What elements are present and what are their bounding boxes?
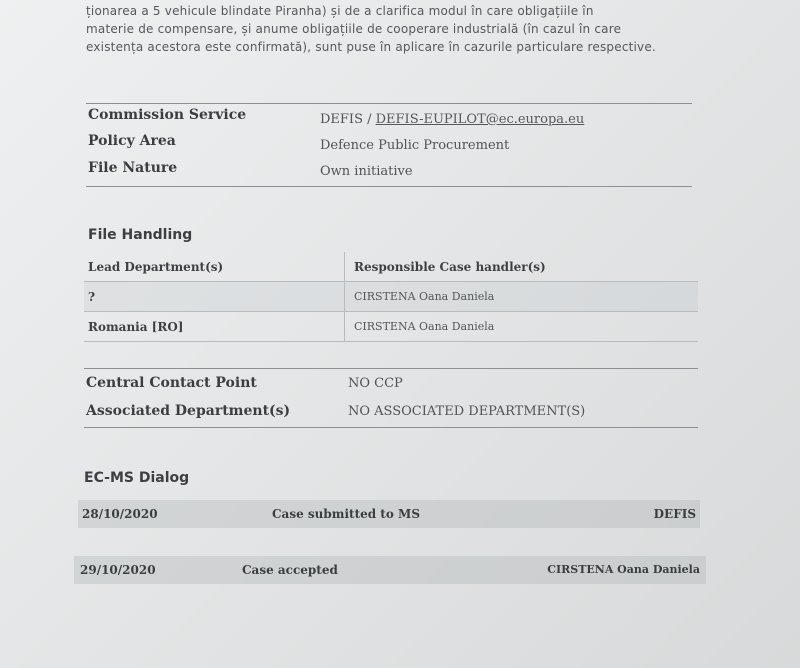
divider <box>84 368 698 369</box>
ec-ms-dialog-title: EC-MS Dialog <box>84 470 190 486</box>
central-contact-point-value: NO CCP <box>348 376 403 391</box>
lead-department-cell: ? <box>88 290 96 304</box>
policy-area-label: Policy Area <box>88 133 176 149</box>
central-contact-point-label: Central Contact Point <box>86 375 257 391</box>
table-header-row <box>84 252 698 282</box>
commission-service-email-link[interactable]: DEFIS-EUPILOT@ec.europa.eu <box>375 112 585 127</box>
column-divider <box>344 252 345 281</box>
dialog-row <box>74 556 706 584</box>
associated-departments-value: NO ASSOCIATED DEPARTMENT(S) <box>348 404 586 419</box>
table-row <box>84 312 698 342</box>
dialog-date: 28/10/2020 <box>82 507 158 521</box>
dialog-event: Case submitted to MS <box>272 507 420 521</box>
case-handler-header: Responsible Case handler(s) <box>354 260 546 274</box>
column-divider <box>344 312 345 341</box>
intro-line: ționarea a 5 vehicule blindate Piranha) și de a clarifica modul în care obligațiile în <box>86 4 594 18</box>
divider <box>86 186 692 187</box>
commission-service-value <box>320 112 584 127</box>
dialog-actor: DEFIS <box>653 507 696 521</box>
case-handler-cell: CIRSTENA Oana Daniela <box>354 290 495 303</box>
dialog-actor: CIRSTENA Oana Daniela <box>547 563 700 576</box>
lead-department-cell: Romania [RO] <box>88 320 184 334</box>
file-nature-label: File Nature <box>88 160 178 176</box>
case-handler-cell: CIRSTENA Oana Daniela <box>354 320 495 333</box>
file-handling-title: File Handling <box>88 227 193 243</box>
column-divider <box>344 282 345 311</box>
commission-service-label: Commission Service <box>88 107 247 123</box>
dialog-row <box>78 500 700 528</box>
associated-departments-label: Associated Department(s) <box>86 403 291 419</box>
dialog-date: 29/10/2020 <box>80 563 156 577</box>
lead-department-header: Lead Department(s) <box>88 260 224 274</box>
file-nature-value: Own initiative <box>320 164 413 179</box>
file-handling-table <box>84 252 698 342</box>
intro-line: existența acestora este confirmată), sunt puse în aplicare în cazurile particulare respective. <box>86 40 656 54</box>
intro-line: materie de compensare, și anume obligațiile de cooperare industrială (în cazul în care <box>86 22 622 36</box>
commission-service-unit: DEFIS / <box>320 112 376 127</box>
policy-area-value: Defence Public Procurement <box>320 138 510 153</box>
table-row <box>84 282 698 312</box>
divider <box>84 427 698 428</box>
dialog-event: Case accepted <box>242 563 338 577</box>
intro-paragraph <box>86 2 696 56</box>
divider <box>86 103 692 104</box>
